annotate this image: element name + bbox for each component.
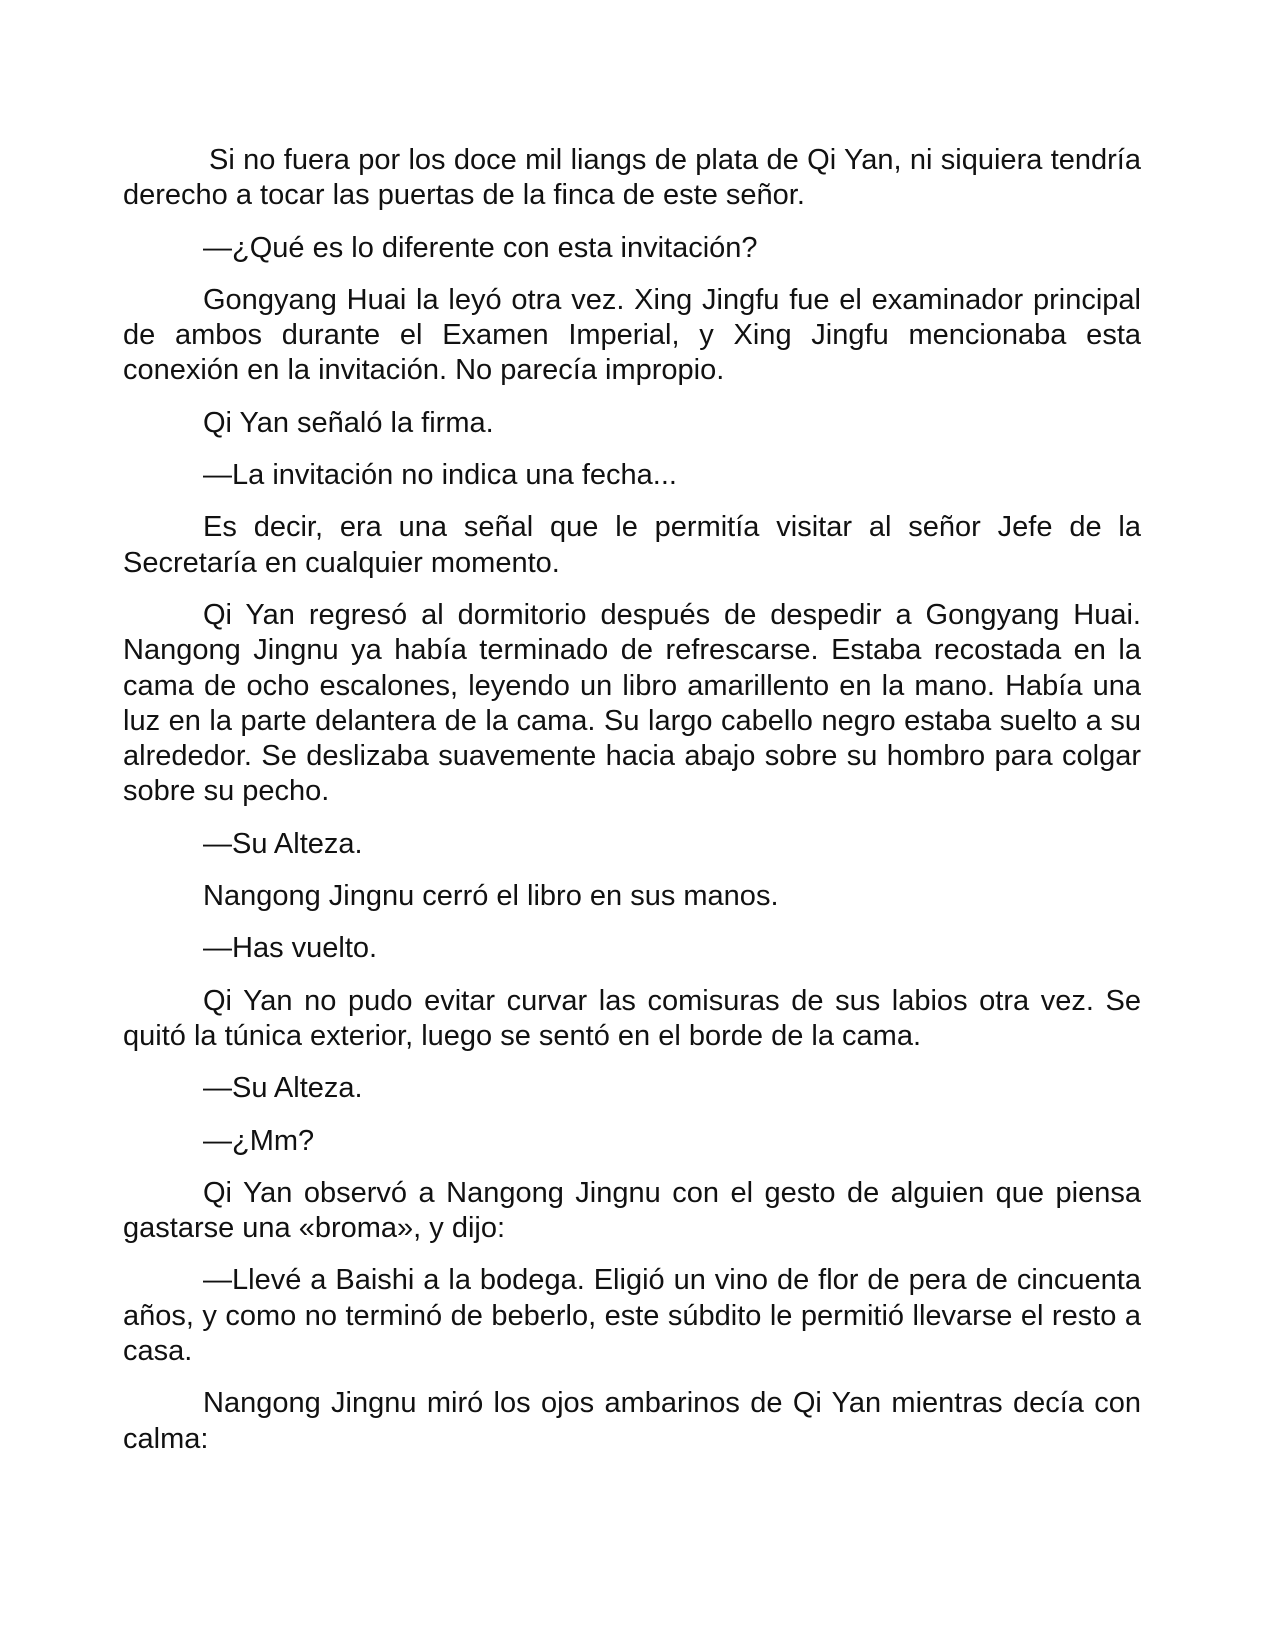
paragraph: —Su Alteza. [203, 827, 363, 860]
paragraph: Es decir, era una señal que le permitía visitar al señor Jefe de la Secretaría en cualquier momento. [123, 511, 1141, 579]
paragraph: —Llevé a Baishi a la bodega. Eligió un vino de flor de pera de cincuenta años, y como no terminó de beberlo, este súbdito le permitió llevarse el resto a casa. [123, 1264, 1141, 1368]
paragraph: —La invitación no indica una fecha... [203, 459, 677, 492]
paragraph: Nangong Jingnu miró los ojos ambarinos de Qi Yan mientras decía con calma: [123, 1387, 1141, 1455]
paragraph: Qi Yan regresó al dormitorio después de despedir a Gongyang Huai. Nangong Jingnu ya había terminado de refrescarse. Estaba recostada en la cama de ocho escalones, leyendo un libro amarillento en la mano. Había una luz en la parte delantera de la cama. Su largo cabello negro estaba suelto a su alrededor. Se deslizaba suavemente hacia abajo sobre su hombro para colgar sobre su pecho. [123, 598, 1141, 808]
paragraph: —¿Mm? [203, 1124, 315, 1157]
document-page [123, 143, 1141, 1474]
paragraph: —¿Qué es lo diferente con esta invitación? [203, 231, 758, 264]
paragraph: Qi Yan señaló la firma. [203, 406, 494, 439]
paragraph: —Has vuelto. [203, 932, 378, 965]
paragraph: Qi Yan observó a Nangong Jingnu con el gesto de alguien que piensa gastarse una «broma», y dijo: [123, 1176, 1141, 1245]
paragraph: Qi Yan no pudo evitar curvar las comisuras de sus labios otra vez. Se quitó la túnica exterior, luego se sentó en el borde de la cama. [123, 984, 1141, 1052]
paragraph: Gongyang Huai la leyó otra vez. Xing Jingfu fue el examinador principal de ambos durante el Examen Imperial, y Xing Jingfu mencionaba esta conexión en la invitación. No parecía impropio. [123, 283, 1141, 387]
paragraph: Si no fuera por los doce mil liangs de plata de Qi Yan, ni siquiera tendría derecho a tocar las puertas de la finca de este señor. [123, 144, 1141, 212]
paragraph: Nangong Jingnu cerró el libro en sus manos. [203, 880, 779, 913]
paragraph: —Su Alteza. [203, 1072, 363, 1105]
